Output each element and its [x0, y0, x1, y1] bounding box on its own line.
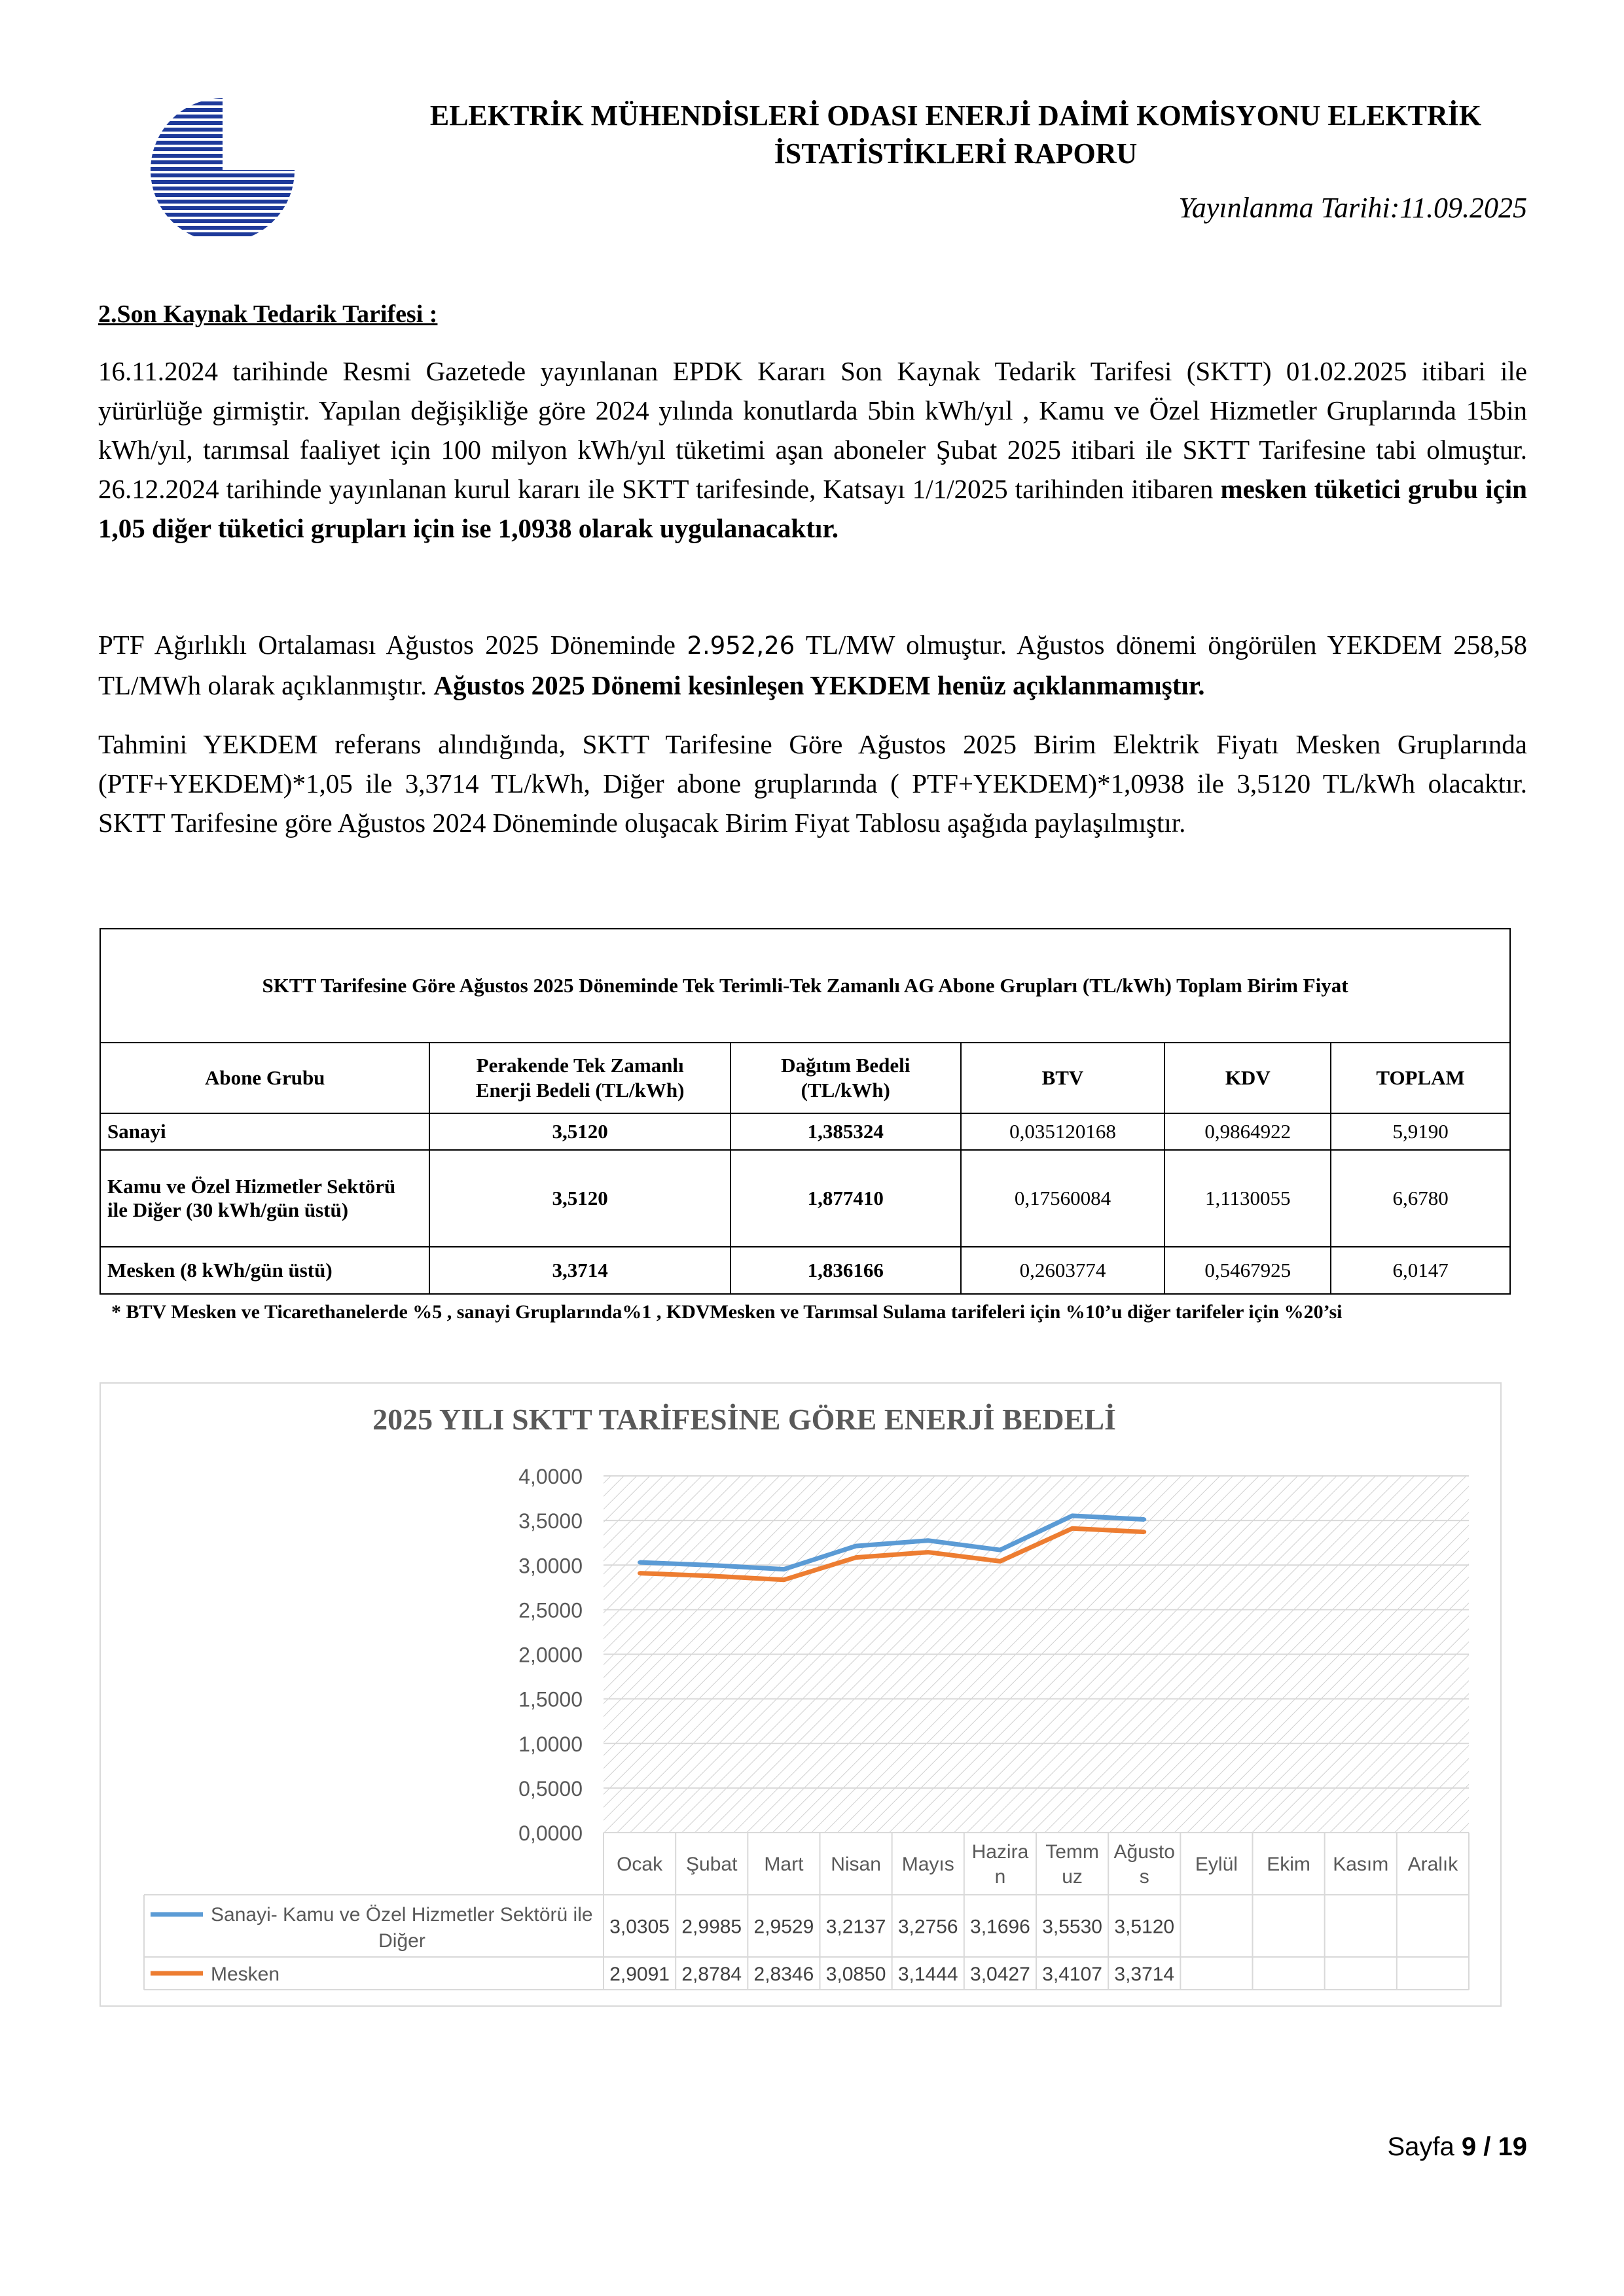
ptf-price: 2.952,26	[687, 632, 795, 660]
row-total: 6,6780	[1331, 1150, 1510, 1247]
data-label: 2,9985	[681, 1916, 742, 1938]
header-total: TOPLAM	[1331, 1043, 1510, 1113]
y-tick-label: 0,0000	[518, 1821, 583, 1845]
row-total: 5,9190	[1331, 1113, 1510, 1150]
row-btv: 0,2603774	[961, 1247, 1165, 1294]
y-tick-label: 2,0000	[518, 1643, 583, 1667]
data-point	[782, 1568, 785, 1571]
data-label: 2,8346	[753, 1964, 814, 1985]
row-energy: 3,3714	[429, 1247, 730, 1294]
data-point	[998, 1548, 1002, 1552]
row-distribution: 1,877410	[731, 1150, 961, 1247]
row-distribution: 1,385324	[731, 1113, 961, 1150]
x-tick-label: uz	[1062, 1866, 1083, 1888]
data-point	[710, 1574, 713, 1578]
header-energy-line1: Perakende Tek Zamanlı	[476, 1054, 684, 1077]
row-energy: 3,5120	[429, 1113, 730, 1150]
y-tick-label: 4,0000	[518, 1465, 583, 1488]
data-point	[782, 1578, 785, 1582]
y-tick-label: 2,5000	[518, 1598, 583, 1623]
row-total: 6,0147	[1331, 1247, 1510, 1294]
x-tick-label: Nisan	[831, 1854, 881, 1875]
data-point	[638, 1560, 641, 1564]
header-kdv: KDV	[1164, 1043, 1331, 1113]
header-dist-line2: (TL/kWh)	[801, 1079, 890, 1102]
legend-label: Sanayi- Kamu ve Özel Hizmetler Sektörü ile	[211, 1904, 593, 1926]
x-tick-label: Mart	[764, 1854, 804, 1875]
report-title-line1: ELEKTRİK MÜHENDİSLERİ ODASI ENERJİ DAİMİ KOMİSYONU ELEKTRİK	[429, 99, 1482, 132]
data-point	[854, 1544, 858, 1548]
page-current: 9	[1461, 2132, 1477, 2161]
paragraph-1-text: 16.11.2024 tarihinde Resmi Gazetede yayınlanan EPDK Kararı Son Kaynak Tedarik Tarifesi (SKTT) 01.02.2025 itibari ile yürürlüğe girmiştir. Yapılan değişikliğe göre 2024 yılında konutlarda 5bin kWh/yıl , Kamu ve Özel Hizmetler Gruplarında 15bin kWh/yıl, tarımsal faaliyet için 100 milyon kWh/yıl tüketimi aşan aboneler Şubat 2025 itibari ile SKTT Tarifesine tabi olmuştur. 26.12.2024 tarihinde yayınlanan kurul kararı ile SKTT tarifesinde, Katsayı 1/1/2025 tarihinden itibaren	[98, 356, 1527, 504]
y-tick-label: 1,0000	[518, 1732, 583, 1756]
x-tick-label: Mayıs	[901, 1854, 954, 1875]
x-tick-label: Eylül	[1195, 1854, 1238, 1875]
y-tick-label: 1,5000	[518, 1687, 583, 1712]
x-tick-label: Kasım	[1333, 1854, 1389, 1875]
data-point	[926, 1551, 930, 1554]
y-tick-label: 0,5000	[518, 1776, 583, 1801]
header-group: Abone Grubu	[100, 1043, 429, 1113]
row-group: Mesken (8 kWh/gün üstü)	[100, 1247, 429, 1294]
data-label: 3,3714	[1114, 1964, 1175, 1985]
data-label: 3,5530	[1042, 1916, 1102, 1938]
row-kdv: 1,1130055	[1164, 1150, 1331, 1247]
header-dist-line1: Dağıtım Bedeli	[781, 1054, 911, 1077]
row-kdv: 0,9864922	[1164, 1113, 1331, 1150]
chart-title: 2025 YILI SKTT TARİFESİNE GÖRE ENERJİ BEDELİ	[372, 1403, 1116, 1436]
data-point	[1142, 1530, 1146, 1534]
x-tick-label: Temm	[1045, 1841, 1099, 1863]
y-tick-label: 3,5000	[518, 1509, 583, 1534]
data-point	[1070, 1526, 1074, 1530]
x-tick-label: s	[1139, 1866, 1149, 1888]
data-point	[998, 1559, 1002, 1563]
x-tick-label: Ağusto	[1113, 1841, 1175, 1863]
paragraph-2-text-b: TL/MW olmuştur. Ağustos dönemi öngörülen YEKDEM 258,58 TL/MWh olarak açıklanmıştır.	[98, 630, 1527, 700]
data-label: 3,0427	[970, 1964, 1030, 1985]
y-tick-label: 3,0000	[518, 1554, 583, 1578]
table-footnote: * BTV Mesken ve Ticarethanelerde %5 , sanayi Gruplarında%1 , KDVMesken ve Tarımsal Sulama tarifeleri için %10’u diğer tarifeler için %20’si	[111, 1301, 1343, 1323]
page-prefix: Sayfa	[1387, 2132, 1462, 2161]
paragraph-3: Tahmini YEKDEM referans alındığında, SKTT Tarifesine Göre Ağustos 2025 Birim Elektrik Fiyatı Mesken Gruplarında (PTF+YEKDEM)*1,05 ile 3,3714 TL/kWh, Diğer abone gruplarında ( PTF+YEKDEM)*1,0938 ile 3,5120 TL/kWh olacaktır. SKTT Tarifesine göre Ağustos 2024 Döneminde oluşacak Birim Fiyat Tablosu aşağıda paylaşılmıştır.	[98, 729, 1527, 838]
row-energy: 3,5120	[429, 1150, 730, 1247]
paragraph-1-bold: mesken tüketici grubu için 1,05 diğer tüketici grupları için ise 1,0938 olarak uygulanacaktır.	[98, 474, 1527, 543]
paragraph-2-text-a: PTF Ağırlıklı Ortalaması Ağustos 2025 Döneminde	[98, 630, 687, 660]
section-title: 2.Son Kaynak Tedarik Tarifesi :	[98, 300, 438, 328]
row-kdv: 0,5467925	[1164, 1247, 1331, 1294]
header-btv: BTV	[961, 1043, 1165, 1113]
data-label: 2,8784	[681, 1964, 742, 1985]
legend-label: Diğer	[378, 1930, 425, 1952]
x-tick-label: Şubat	[686, 1854, 738, 1875]
page-total: 19	[1498, 2132, 1527, 2161]
row-btv: 0,035120168	[961, 1113, 1165, 1150]
page-separator: /	[1476, 2132, 1498, 2161]
row-group-line1: Kamu ve Özel Hizmetler Sektörü	[107, 1175, 396, 1198]
legend-label: Mesken	[211, 1964, 280, 1985]
row-distribution: 1,836166	[731, 1247, 961, 1294]
page-number	[1388, 2132, 1528, 2162]
x-tick-label: Ekim	[1267, 1854, 1310, 1875]
row-btv: 0,17560084	[961, 1150, 1165, 1247]
data-label: 3,4107	[1042, 1964, 1102, 1985]
data-point	[710, 1563, 713, 1567]
data-label: 2,9091	[609, 1964, 670, 1985]
x-tick-label: Aralık	[1407, 1854, 1458, 1875]
paragraph-2-bold: Ağustos 2025 Dönemi kesinleşen YEKDEM henüz açıklanmamıştır.	[433, 670, 1205, 700]
data-label: 3,1696	[970, 1916, 1030, 1938]
data-point	[638, 1571, 641, 1575]
row-group-line2: ile Diğer (30 kWh/gün üstü)	[107, 1198, 349, 1221]
row-group: Sanayi	[100, 1113, 429, 1150]
report-title-line2: İSTATİSTİKLERİ RAPORU	[774, 137, 1138, 170]
header-energy-line2: Enerji Bedeli (TL/kWh)	[475, 1079, 685, 1102]
data-label: 3,5120	[1114, 1916, 1175, 1938]
data-point	[926, 1539, 930, 1543]
data-label: 3,2756	[897, 1916, 958, 1938]
data-label: 2,9529	[753, 1916, 814, 1938]
publish-date: Yayınlanma Tarihi:11.09.2025	[1178, 192, 1527, 224]
data-label: 3,0850	[825, 1964, 886, 1985]
data-label: 3,1444	[897, 1964, 958, 1985]
table-caption: SKTT Tarifesine Göre Ağustos 2025 Döneminde Tek Terimli-Tek Zamanlı AG Abone Grupları (TL/kWh) Toplam Birim Fiyat	[100, 929, 1510, 1043]
data-label: 3,2137	[825, 1916, 886, 1938]
x-tick-label: n	[994, 1866, 1006, 1888]
x-tick-label: Ocak	[617, 1854, 663, 1875]
data-label: 3,0305	[609, 1916, 670, 1938]
data-point	[1070, 1514, 1074, 1518]
data-point	[854, 1556, 858, 1560]
x-tick-label: Hazira	[971, 1841, 1029, 1863]
data-point	[1142, 1517, 1146, 1521]
